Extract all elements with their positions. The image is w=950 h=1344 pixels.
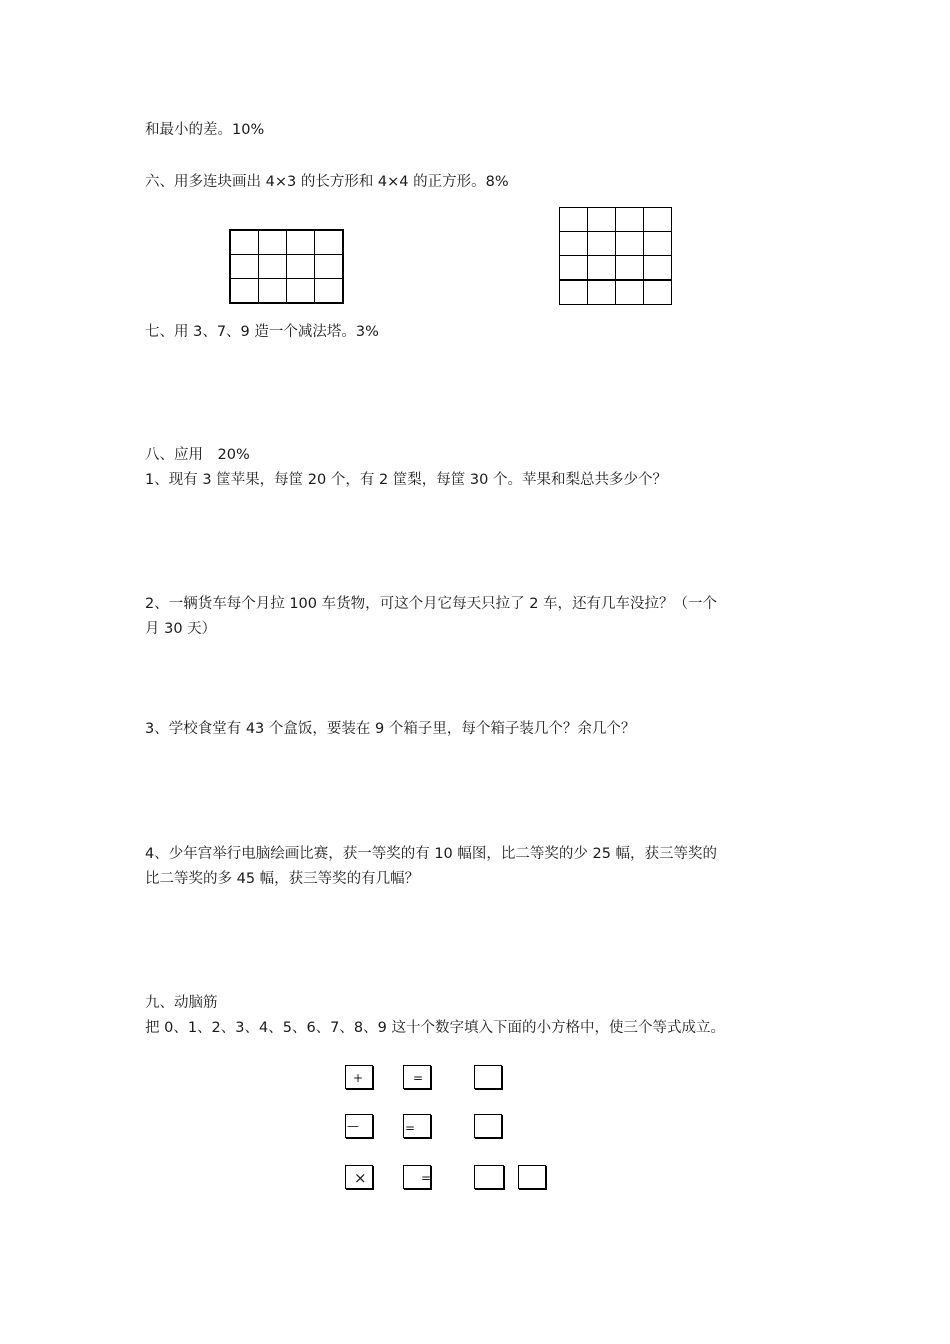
section-eight-title: 八、应用 20% xyxy=(145,447,250,463)
times-sign: × xyxy=(354,1169,367,1187)
puzzle-box-r3-result-tens[interactable] xyxy=(474,1165,504,1189)
problem-4-line-1: 4、少年宫举行电脑绘画比赛，获一等奖的有 10 幅图，比二等奖的少 25 幅，获三等奖的 xyxy=(145,846,718,862)
equals-sign: = xyxy=(413,1071,424,1085)
square-grid-4x4 xyxy=(559,207,672,305)
puzzle-box-r1-eq[interactable] xyxy=(403,1065,431,1089)
problem-1: 1、现有 3 筐苹果，每筐 20 个，有 2 筐梨，每筐 30 个。苹果和梨总共多少个？ xyxy=(145,472,667,488)
problem-3: 3、学校食堂有 43 个盒饭，要装在 9 个箱子里，每个箱子装几个？余几个？ xyxy=(145,721,636,737)
puzzle-box-r3-result-ones[interactable] xyxy=(518,1165,546,1189)
minus-sign: — xyxy=(347,1119,359,1133)
section-seven-title: 七、用 3、7、9 造一个减法塔。3% xyxy=(145,324,379,340)
puzzle-box-r1-result[interactable] xyxy=(474,1065,502,1089)
plus-sign: + xyxy=(353,1071,364,1085)
equals-sign: = xyxy=(421,1171,432,1185)
puzzle-box-r2-eq[interactable] xyxy=(403,1114,431,1138)
puzzle-box-r3-op[interactable] xyxy=(345,1165,373,1189)
problem-2-line-1: 2、一辆货车每个月拉 100 车货物，可这个月它每天只拉了 2 车，还有几车没拉？（一个 xyxy=(145,596,718,612)
section-nine-instruction: 把 0、1、2、3、4、5、6、7、8、9 这十个数字填入下面的小方格中，使三个等式成立。 xyxy=(145,1020,725,1036)
problem-4-line-2: 比二等奖的多 45 幅，获三等奖的有几幅？ xyxy=(145,871,420,887)
puzzle-box-r3-eq[interactable] xyxy=(403,1165,431,1189)
section-nine-title: 九、动脑筋 xyxy=(145,995,218,1011)
rectangle-grid-4x3 xyxy=(229,229,344,304)
equals-sign: = xyxy=(405,1121,416,1135)
puzzle-box-r2-result[interactable] xyxy=(474,1114,502,1138)
text-continuation: 和最小的差。10% xyxy=(145,122,265,138)
puzzle-box-r2-op[interactable] xyxy=(345,1114,373,1138)
problem-2-line-2: 月 30 天） xyxy=(145,621,217,637)
puzzle-box-r1-op[interactable] xyxy=(345,1065,373,1089)
section-six-title: 六、用多连块画出 4×3 的长方形和 4×4 的正方形。8% xyxy=(145,174,509,190)
